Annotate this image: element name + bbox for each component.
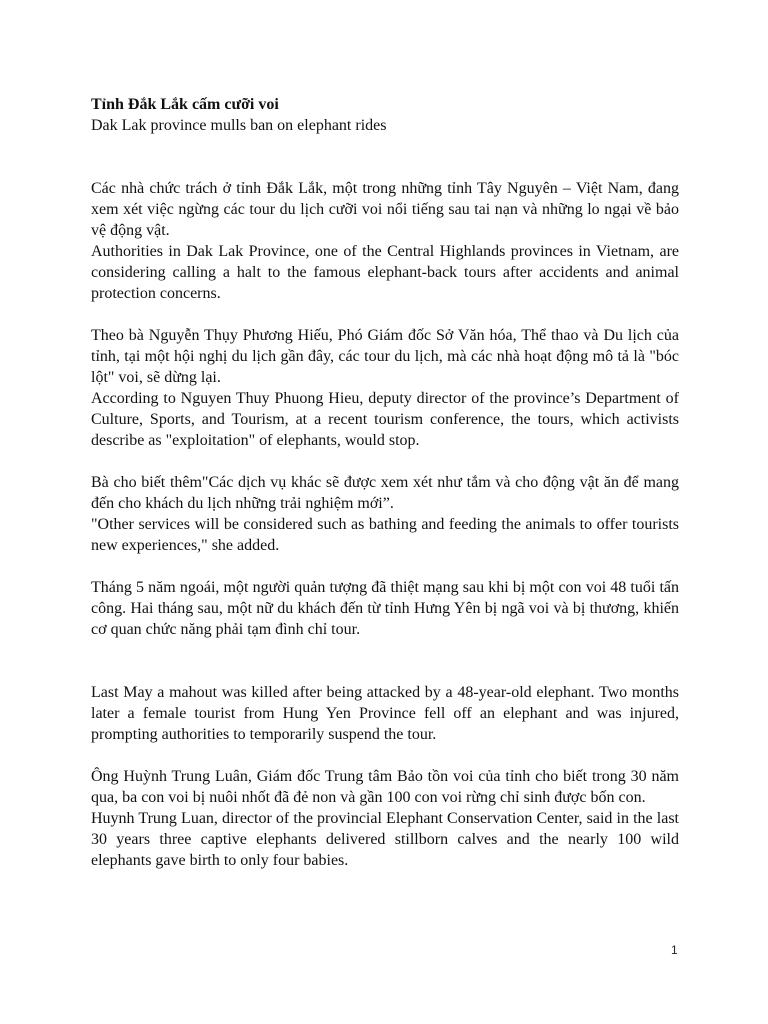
- document-body: [91, 94, 679, 871]
- paragraph-vietnamese-conservation: Ông Huỳnh Trung Luân, Giám đốc Trung tâm Bảo tồn voi của tỉnh cho biết trong 30 năm qua, ba con voi bị nuôi nhốt đã đẻ non và gần 100 con voi rừng chỉ sinh được bốn con.: [91, 768, 679, 806]
- paragraph-english-quote: "Other services will be considered such as bathing and feeding the animals to offer tourists new experiences," she added.: [91, 516, 679, 554]
- paragraph-english-official: According to Nguyen Thuy Phuong Hieu, deputy director of the province’s Department of Culture, Sports, and Tourism, at a recent tourism conference, the tours, which activists describe as "exploitation" of elephants, would stop.: [91, 390, 679, 449]
- paragraph-vietnamese-quote: Bà cho biết thêm"Các dịch vụ khác sẽ được xem xét như tắm và cho động vật ăn để mang đến cho khách du lịch những trải nghiệm mới”.: [91, 474, 679, 512]
- paragraph-vietnamese-intro: Các nhà chức trách ở tỉnh Đắk Lắk, một trong những tỉnh Tây Nguyên – Việt Nam, đang xem xét việc ngừng các tour du lịch cưỡi voi nổi tiếng sau tai nạn và những lo ngại về bảo vệ động vật.: [91, 180, 679, 239]
- document-title: Tỉnh Đắk Lắk cấm cưỡi voi: [91, 96, 279, 113]
- paragraph-vietnamese-official: Theo bà Nguyễn Thụy Phương Hiếu, Phó Giám đốc Sở Văn hóa, Thể thao và Du lịch của tỉnh, tại một hội nghị du lịch gần đây, các tour du lịch, mà các nhà hoạt động mô tả là "bóc lột" voi, sẽ dừng lại.: [91, 327, 679, 386]
- paragraph-english-conservation: Huynh Trung Luan, director of the provincial Elephant Conservation Center, said in the last 30 years three captive elephants delivered stillborn calves and the nearly 100 wild elephants gave birth to only four babies.: [91, 810, 679, 869]
- paragraph-english-intro: Authorities in Dak Lak Province, one of the Central Highlands provinces in Vietnam, are considering calling a halt to the famous elephant-back tours after accidents and animal protection concerns.: [91, 243, 679, 302]
- page-number: 1: [671, 943, 678, 957]
- paragraph-english-accident: Last May a mahout was killed after being attacked by a 48-year-old elephant. Two months later a female tourist from Hung Yen Province fell off an elephant and was injured, prompting authorities to temporarily suspend the tour.: [91, 684, 679, 743]
- paragraph-vietnamese-accident: Tháng 5 năm ngoái, một người quản tượng đã thiệt mạng sau khi bị một con voi 48 tuổi tấn công. Hai tháng sau, một nữ du khách đến từ tỉnh Hưng Yên bị ngã voi và bị thương, khiến cơ quan chức năng phải tạm đình chỉ tour.: [91, 579, 679, 638]
- document-subtitle: Dak Lak province mulls ban on elephant rides: [91, 117, 387, 134]
